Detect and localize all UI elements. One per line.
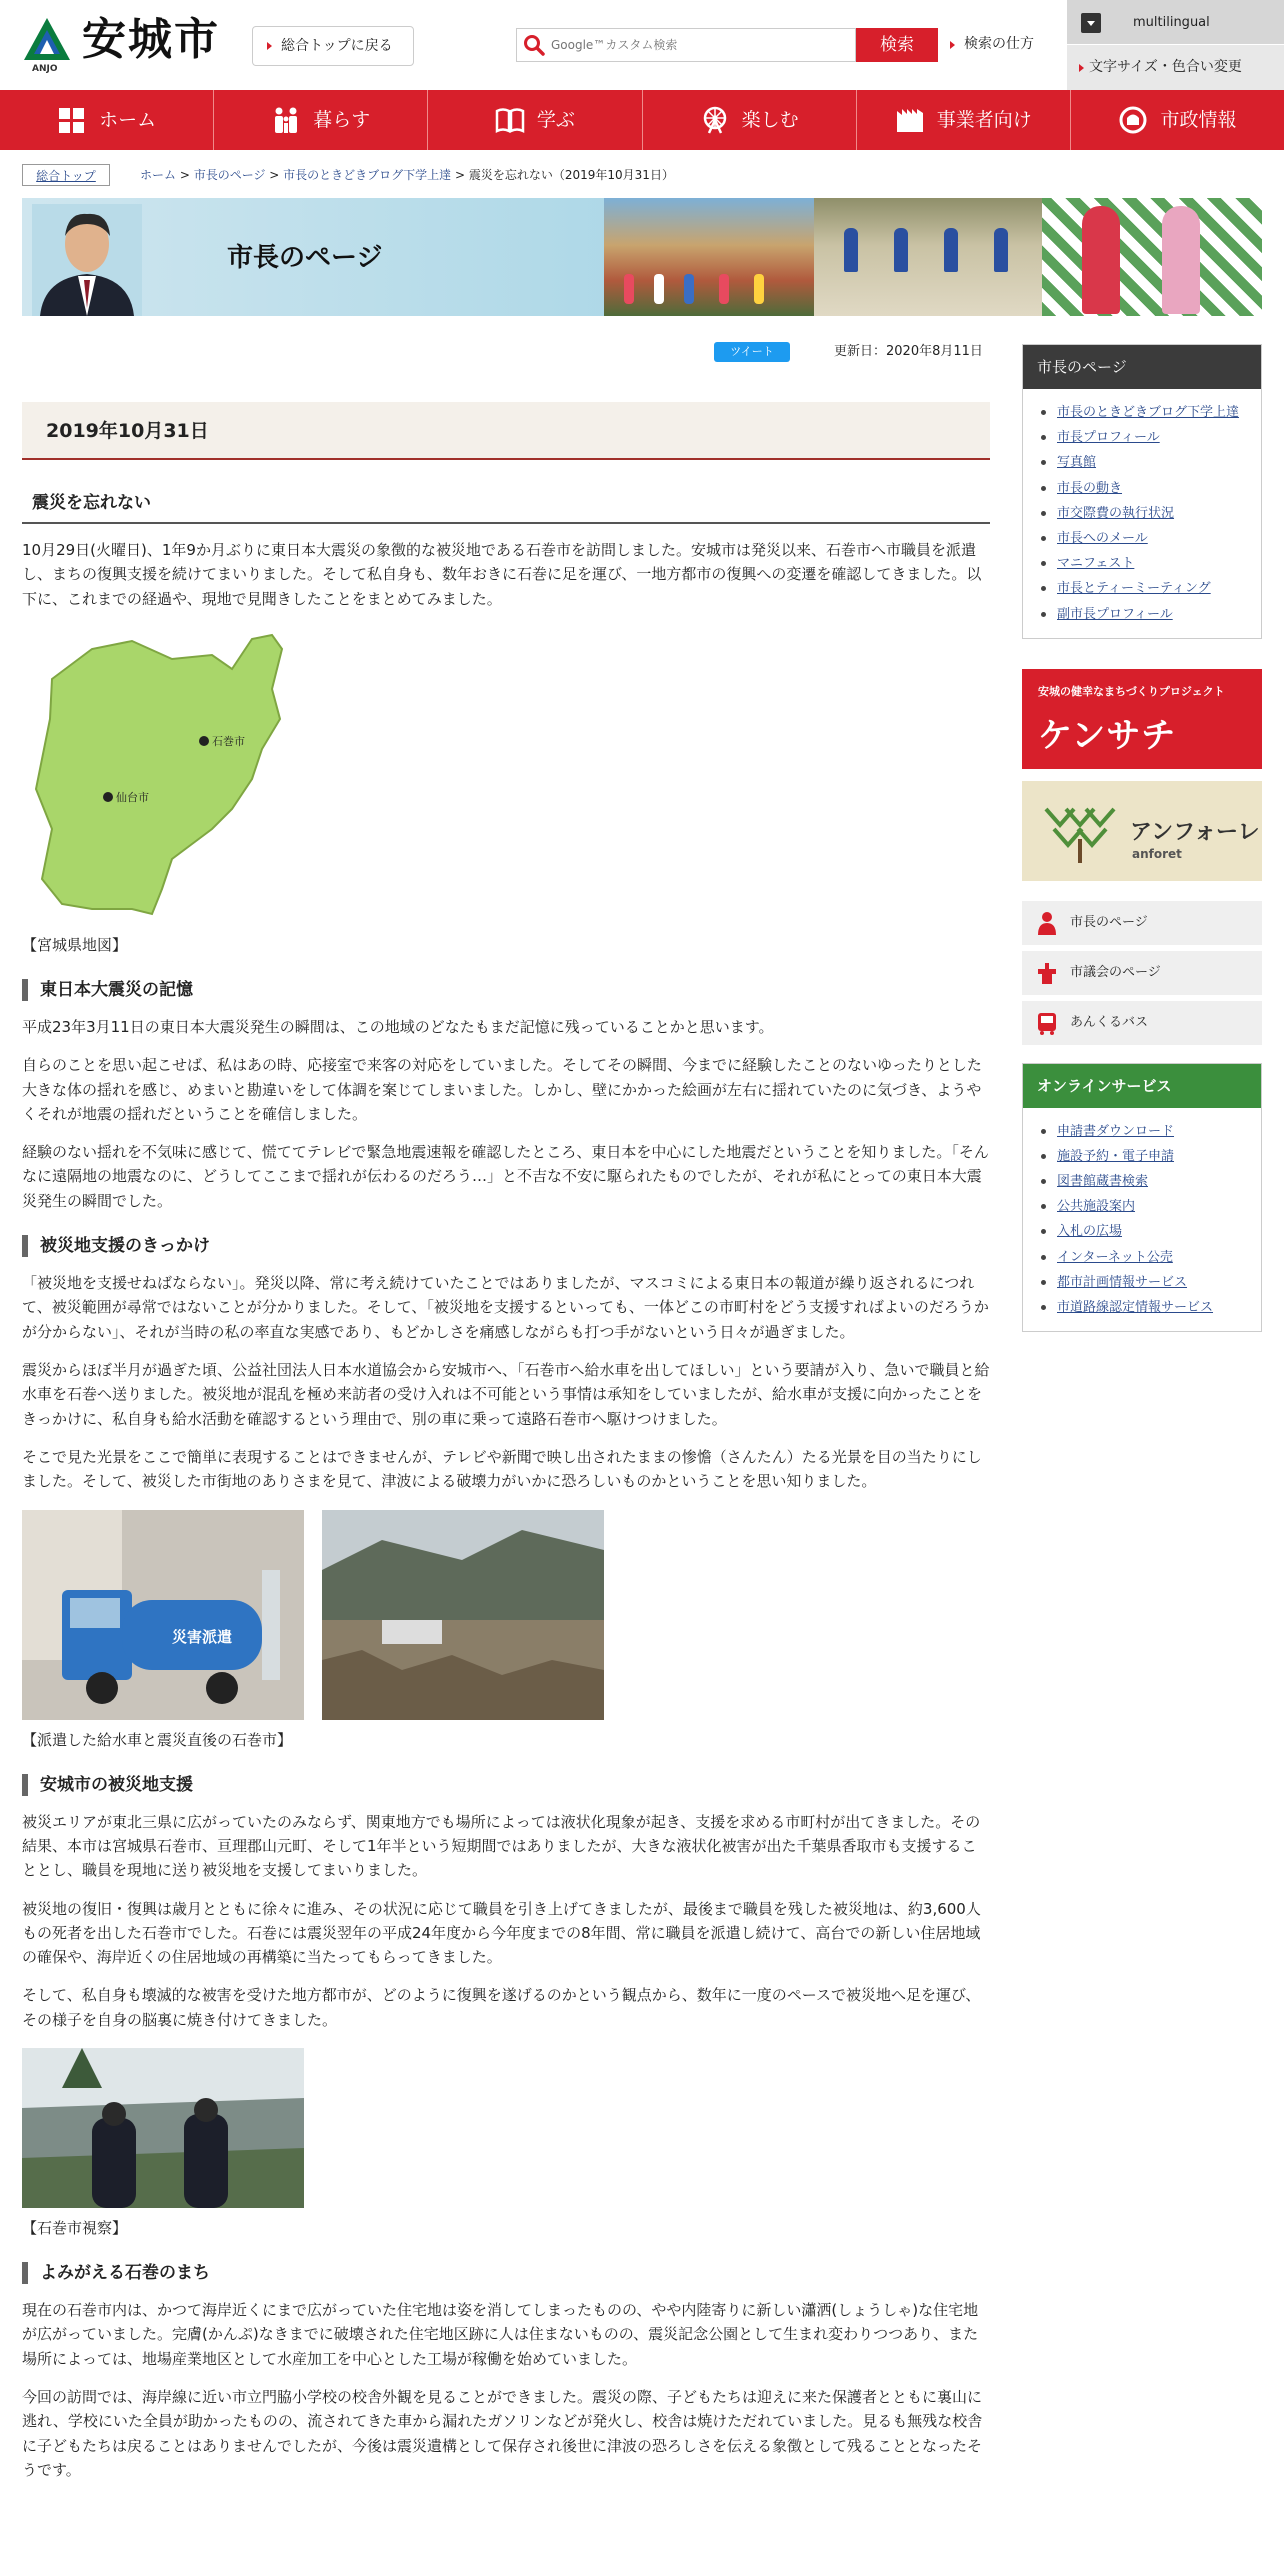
firefighter-figure xyxy=(944,228,958,272)
online-item-download[interactable]: 申請書ダウンロード xyxy=(1041,1120,1249,1145)
city-name: 安城市 xyxy=(82,14,220,65)
sidebar-link-label: あんくるバス xyxy=(1070,1014,1149,1030)
mayor-menu xyxy=(1022,344,1262,639)
nav-item-enjoy[interactable] xyxy=(643,90,857,150)
nav-item-home[interactable] xyxy=(0,90,214,150)
ferris-wheel-icon xyxy=(700,105,730,135)
back-to-top-button[interactable]: 総合トップに戻る xyxy=(252,26,414,66)
nav-item-business[interactable] xyxy=(857,90,1071,150)
runner-figure xyxy=(684,274,694,304)
sidebar-link-label: 市長のページ xyxy=(1070,914,1148,930)
podium-icon xyxy=(1036,961,1058,985)
coming-of-age-photo xyxy=(1042,198,1262,316)
photo-caption: 【石巻市視察】 xyxy=(22,2219,128,2237)
online-services xyxy=(1022,1063,1262,1333)
city-logo[interactable] xyxy=(20,14,220,74)
sidebar-item-blog[interactable]: 市長のときどきブログ下学上達 xyxy=(1041,401,1249,426)
sidebar-item-photos[interactable]: 写真館 xyxy=(1041,451,1249,476)
paragraph: 経験のない揺れを不気味に感じて、慌ててテレビで緊急地震速報を確認したところ、東日本を中心にした地震だということを知りました。「そんなに遠隔地の地震なのに、どうしてここまで揺れが伝わるのだろう…」と不吉な不安に駆られたものでしたが、それが私にとっての東日本大震災発生の瞬間でした。 xyxy=(22,1143,989,1210)
search-input[interactable] xyxy=(551,29,851,61)
nav-item-label: 事業者向け xyxy=(936,108,1032,131)
sidebar-item-mail[interactable]: 市長へのメール xyxy=(1041,527,1249,552)
sidebar-link-bus[interactable] xyxy=(1022,1001,1262,1045)
photo-row xyxy=(22,1510,990,1720)
tweet-label: ツイート xyxy=(730,345,774,358)
online-item-reservation[interactable]: 施設予約・電子申請 xyxy=(1041,1145,1249,1170)
person-icon xyxy=(1036,911,1058,935)
kimono-figure xyxy=(1162,206,1200,314)
online-item-urban-planning[interactable]: 都市計画情報サービス xyxy=(1041,1271,1249,1296)
search-button[interactable]: 検索 xyxy=(856,28,938,62)
paragraph: 今回の訪問では、海岸線に近い市立門脇小学校の校舎外観を見ることができました。震災の際、子どもたちは迎えに来た保護者とともに裏山に逃れ、学校にいた全員が助かったものの、流されてきた車から漏れたガソリンなどが発火し、校舎は焼けただれていました。見るも無残な校舎に子どもたちは戻ることはありませんでしたが、今後は震災遺構として保存され後世に津波の恐ろしさを伝える象徴として残ることとなったそうです。 xyxy=(22,2387,983,2479)
sidebar-link-council[interactable] xyxy=(1022,951,1262,995)
ishinomaki-inspection-photo xyxy=(22,2048,304,2208)
sidebar-item-vice-mayor[interactable]: 副市長プロフィール xyxy=(1041,603,1249,628)
logo-subtext: ANJO xyxy=(32,64,58,74)
breadcrumb-current: 震災を忘れない（2019年10月31日） xyxy=(468,168,674,182)
water-truck-photo xyxy=(22,1510,304,1720)
breadcrumb-trail: ホーム > 市長のページ > 市長のときどきブログ下学上達 > 震災を忘れない（2019年10月31日） xyxy=(140,168,674,182)
firefighter-photo xyxy=(814,198,1042,316)
global-nav xyxy=(0,90,1284,150)
online-services-list xyxy=(1023,1108,1261,1332)
kensachi-subtitle: 安城の健幸なまちづくりプロジェクト xyxy=(1038,684,1225,698)
mayor-menu-list xyxy=(1023,389,1261,638)
intro-paragraph: 10月29日(火曜日)、1年9か月ぶりに東日本大震災の象徴的な被災地である石巻市を訪問しました。安城市は発災以来、石巻市へ市職員を派遣し、まちの復興支援を続けてまいりました。そして私自身も、数年おきに石巻に足を運び、一地方都市の復興への変遷を確認してきました。以下に、これまでの経過や、現地で見聞きしたことをまとめてみました。 xyxy=(22,541,982,608)
section-heading: 東日本大震災の記憶 xyxy=(22,979,990,1001)
search-icon xyxy=(523,34,545,56)
anjo-logo-icon xyxy=(20,16,74,64)
mayor-banner xyxy=(22,198,1262,316)
paragraph: 自らのことを思い起こせば、私はあの時、応接室で来客の対応をしていました。そしてその瞬間、今までに経験したことのないゆったりとした大きな体の揺れを感じ、めまいと勘違いをして体調を案じてしまいました。しかし、壁にかかった絵画が左右に揺れていたのに気づき、ようやくそれが地震の揺れだということを確信しました。 xyxy=(22,1056,982,1123)
map-label-ishinomaki: 石巻市 xyxy=(212,734,245,748)
firefighter-figure xyxy=(844,228,858,272)
miyagi-map-image xyxy=(22,629,312,925)
paragraph: 被災地の復旧・復興は歳月とともに徐々に進み、その状況に応じて職員を引き上げてきましたが、最後まで職員を残した被災地は、約3,600人もの死者を出した石巻市でした。石巻には震災翌年の平成24年度から今年度までの8年間、常に職員を派遣し続けて、高台での新しい住居地域の確保や、海岸近くの住居地域の再構築に当たってもらってきました。 xyxy=(22,1899,981,1967)
firefighter-figure xyxy=(994,228,1008,272)
sidebar-item-manifesto[interactable]: マニフェスト xyxy=(1041,552,1249,577)
online-item-bidding[interactable]: 入札の広場 xyxy=(1041,1220,1249,1245)
sidebar-item-expenses[interactable]: 市交際費の執行状況 xyxy=(1041,502,1249,527)
page-title: 震災を忘れない xyxy=(22,484,990,524)
updated-date: 更新日：2020年8月11日 xyxy=(834,344,983,359)
anforet-subtitle: anforet xyxy=(1132,846,1182,861)
family-icon xyxy=(271,105,301,135)
book-icon xyxy=(495,105,525,135)
online-services-heading: オンラインサービス xyxy=(1023,1064,1261,1108)
breadcrumb xyxy=(22,164,1262,186)
nav-item-label: 学ぶ xyxy=(536,108,575,131)
section-heading: 被災地支援のきっかけ xyxy=(22,1235,990,1257)
paragraph: そこで見た光景をここで簡単に表現することはできませんが、テレビや新聞で映し出されたままの惨憺（さんたん）たる光景を目の当たりにしました。そして、被災した市街地のありさまを見て、津波による破壊力がいかに恐ろしいものかということを思い知りました。 xyxy=(22,1447,982,1491)
breadcrumb-home[interactable]: ホーム xyxy=(140,168,177,182)
search-box xyxy=(516,28,856,62)
multilingual-dropdown[interactable] xyxy=(1067,0,1284,45)
nav-item-label: 楽しむ xyxy=(741,108,799,131)
paragraph: 現在の石巻市内は、かつて海岸近くにまで広がっていた住宅地は姿を消してしまったものの、やや内陸寄りに新しい瀟洒(しょうしゃ)な住宅地が広がっていました。完膚(かんぷ)なきまでに破壊された住宅地区跡に人は住まないものの、震災記念公園として生まれ変わりつつあり、また場所によっては、地場産業地区として水産加工を中心とした工場が稼働を始めていました。 xyxy=(22,2301,979,2368)
city-hall-icon xyxy=(1118,105,1148,135)
nav-item-label: 市政情報 xyxy=(1160,108,1237,131)
breadcrumb-top-link[interactable]: 総合トップ xyxy=(22,164,110,186)
nav-item-label: ホーム xyxy=(99,108,157,131)
map-label-sendai: 仙台市 xyxy=(116,790,149,804)
mayor-portrait xyxy=(32,204,142,316)
firefighter-figure xyxy=(894,228,908,272)
photo-caption: 【派遣した給水車と震災直後の石巻市】 xyxy=(22,1730,293,1749)
disaster-area-photo xyxy=(322,1510,604,1720)
map-caption: 【宮城県地図】 xyxy=(22,935,128,954)
online-item-auction[interactable]: インターネット公売 xyxy=(1041,1246,1249,1271)
online-item-road-certification[interactable]: 市道路線認定情報サービス xyxy=(1041,1296,1249,1321)
online-item-library[interactable]: 図書館蔵書検索 xyxy=(1041,1170,1249,1195)
runner-figure xyxy=(624,274,634,304)
paragraph: 「被災地を支援せねばならない」。発災以降、常に考え続けていたことではありましたが、マスコミによる東日本の報道が繰り返されるにつれて、被災範囲が尋常ではないことが分かりました。そして、「被災地を支援するといっても、一体どこの市町村をどう支援すればよいのだろうかが分からない」、それが当時の私の率直な実感であり、もどかしさを痛感しながらも打つ手がないという日々が過ぎました。 xyxy=(22,1274,989,1341)
sidebar-item-tea-meeting[interactable]: 市長とティーミーティング xyxy=(1041,577,1249,602)
font-color-settings-link[interactable]: 文字サイズ・色合い変更 xyxy=(1067,45,1284,90)
paragraph: 被災エリアが東北三県に広がっていたのみならず、関東地方でも場所によっては液状化現象が起き、支援を求める市町村が出てきました。その結果、本市は宮城県石巻市、亘理郡山元町、そして1年半という短期間ではありましたが、大きな液状化被害が出た千葉県香取市も支援することとし、職員を現地に送り被災地を支援してまいりました。 xyxy=(22,1812,981,1880)
utility-panel xyxy=(1067,0,1284,90)
breadcrumb-blog[interactable]: 市長のときどきブログ下学上達 xyxy=(283,168,452,182)
mayor-menu-heading: 市長のページ xyxy=(1023,345,1261,389)
kimono-figure xyxy=(1082,206,1120,314)
runner-figure xyxy=(754,274,764,304)
sidebar-item-profile[interactable]: 市長プロフィール xyxy=(1041,426,1249,451)
online-item-facilities[interactable]: 公共施設案内 xyxy=(1041,1195,1249,1220)
nav-item-learn[interactable] xyxy=(428,90,642,150)
search-help-link[interactable]: 検索の仕方 xyxy=(950,33,1034,55)
sidebar xyxy=(1022,344,1262,1332)
sidebar-link-mayor[interactable] xyxy=(1022,901,1262,945)
kensachi-title: ケンサチ xyxy=(1038,715,1177,756)
post-date: 2019年10月31日 xyxy=(22,402,990,460)
nav-item-live[interactable] xyxy=(214,90,428,150)
sidebar-item-activities[interactable]: 市長の動き xyxy=(1041,477,1249,502)
share-row xyxy=(22,340,990,378)
paragraph: そして、私自身も壊滅的な被害を受けた地方都市が、どのように復興を遂げるのかという観点から、数年に一度のペースで被災地へ足を運び、その様子を自身の脳裏に焼き付けてきました。 xyxy=(22,1986,981,2029)
runner-figure xyxy=(719,274,729,304)
paragraph: 平成23年3月11日の東日本大震災発生の瞬間は、この地域のどなたもまだ記憶に残っていることかと思います。 xyxy=(22,1017,774,1036)
multilingual-label: multilingual xyxy=(1133,15,1210,30)
anforet-logo-icon xyxy=(1042,799,1118,865)
factory-icon xyxy=(895,105,925,135)
bus-icon xyxy=(1036,1011,1058,1035)
nav-item-cityinfo[interactable] xyxy=(1071,90,1284,150)
chevron-down-icon xyxy=(1081,13,1101,33)
anforet-title: アンフォーレ xyxy=(1130,819,1260,845)
paragraph: 震災からほぼ半月が過ぎた頃、公益社団法人日本水道協会から安城市へ、「石巻市へ給水車を出してほしい」という要請が入り、急いで職員と給水車を石巻へ送りました。被災地が混乱を極め来訪者の受け入れは不可能という事情は承知をしていましたが、給水車が支援に向かったことをきっかけに、私自身も給水活動を確認するという理由で、別の車に乗って遠路石巻市へ駆けつけました。 xyxy=(22,1361,990,1428)
kensachi-banner[interactable] xyxy=(1022,669,1262,769)
banner-title: 市長のページ xyxy=(227,243,383,273)
section-heading: 安城市の被災地支援 xyxy=(22,1774,990,1796)
breadcrumb-mayor[interactable]: 市長のページ xyxy=(193,168,266,182)
site-header xyxy=(0,0,1284,90)
anforet-banner[interactable] xyxy=(1022,781,1262,881)
runner-figure xyxy=(654,274,664,304)
tweet-button[interactable] xyxy=(714,342,790,362)
marathon-photo xyxy=(604,198,814,316)
sidebar-link-label: 市議会のページ xyxy=(1070,964,1161,980)
grid-icon xyxy=(57,105,87,135)
nav-item-label: 暮らす xyxy=(313,108,371,131)
truck-text: 災害派遣 xyxy=(172,1627,233,1646)
section-heading: よみがえる石巻のまち xyxy=(22,2262,990,2284)
main-content xyxy=(22,340,990,2482)
